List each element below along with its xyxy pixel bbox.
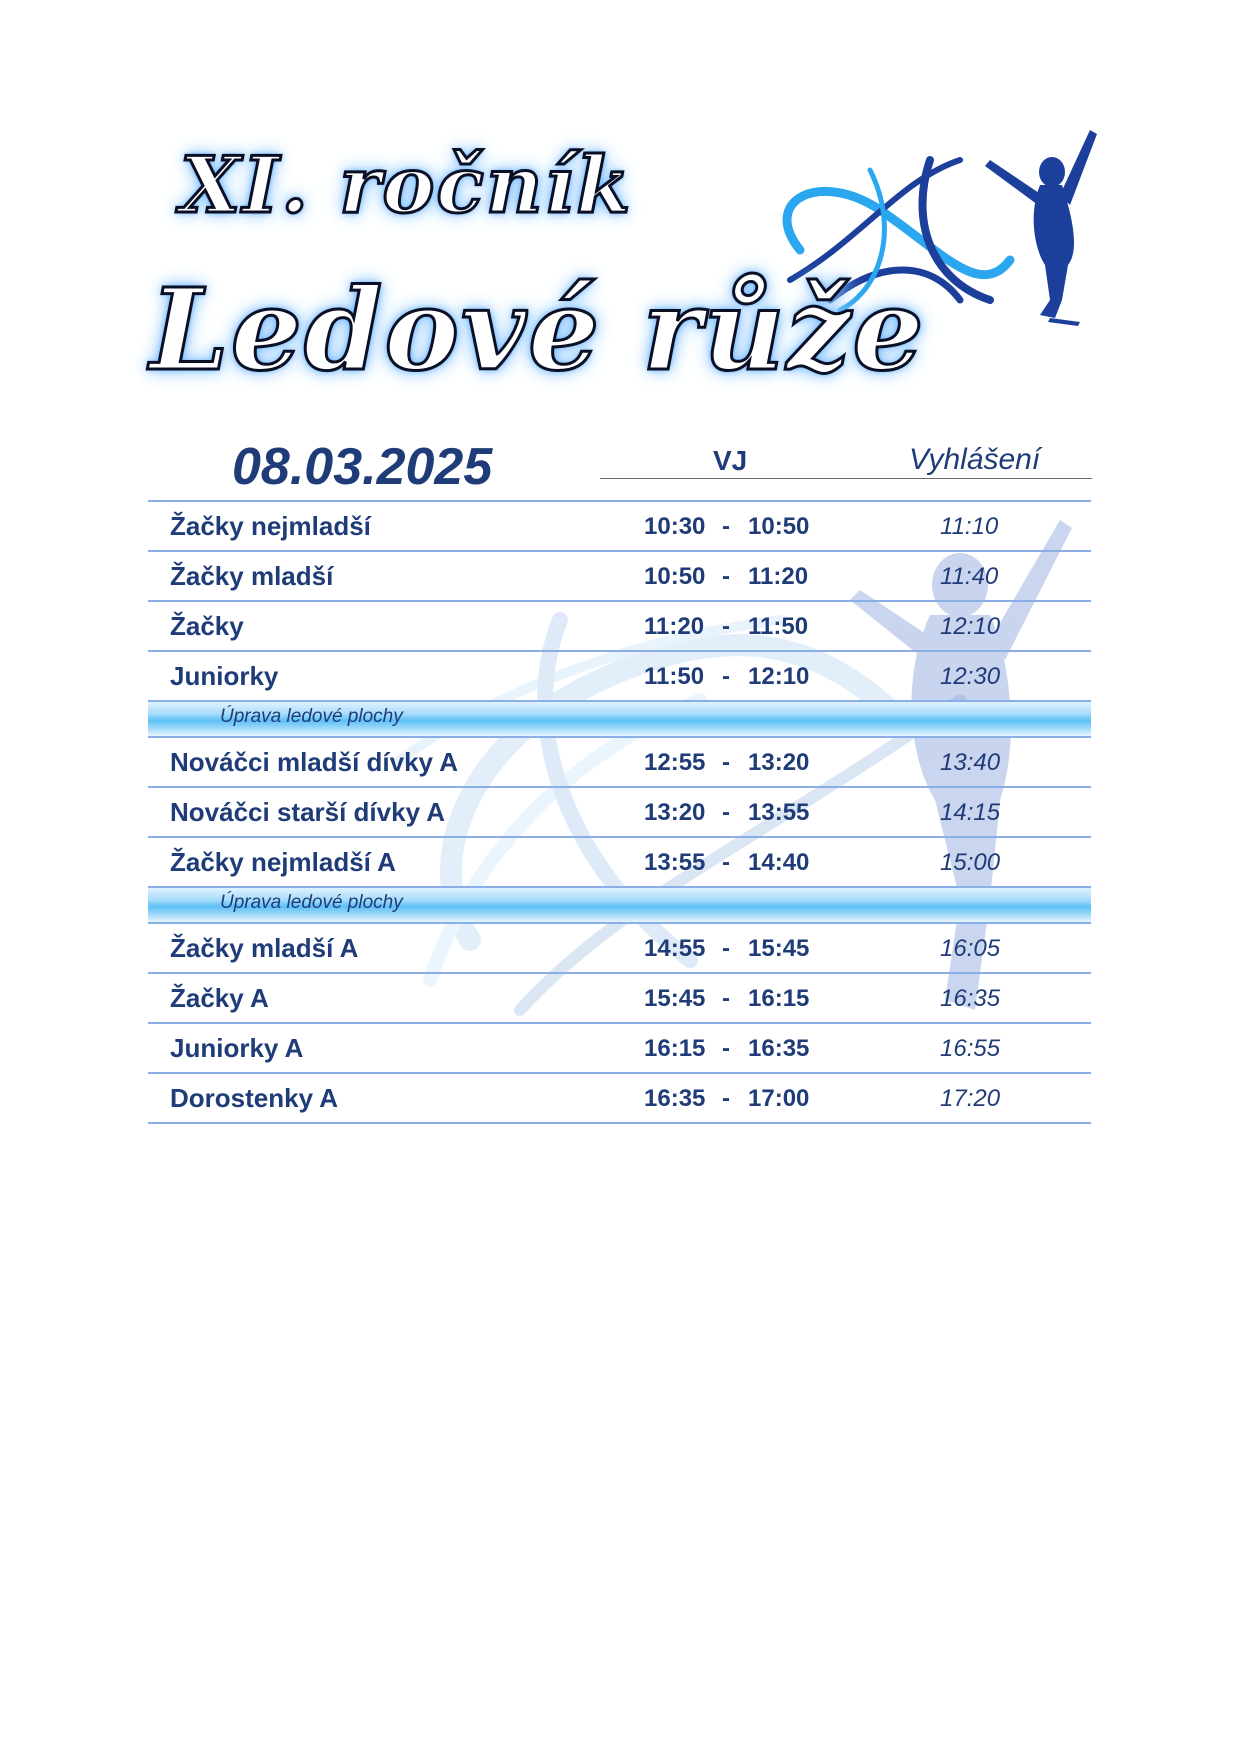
header-divider — [600, 478, 1092, 479]
event-title: Ledové růže — [150, 265, 926, 396]
schedule-row — [148, 1074, 1091, 1124]
time-separator: - — [722, 613, 730, 640]
category-name: Nováčci starší dívky A — [170, 797, 446, 827]
category-name: Žačky nejmladší A — [170, 847, 396, 877]
end-time: 13:20 — [748, 749, 810, 776]
end-time: 11:50 — [748, 613, 809, 640]
start-time: 16:35 — [644, 1085, 706, 1112]
announcement-time: 12:30 — [940, 663, 1001, 690]
time-separator: - — [722, 1085, 730, 1112]
time-separator: - — [722, 749, 730, 776]
announcement-time: 16:55 — [940, 1035, 1001, 1062]
column-header-announcement: Vyhlášení — [909, 443, 1041, 476]
announcement-time: 14:15 — [940, 799, 1001, 826]
time-separator: - — [722, 849, 730, 876]
end-time: 12:10 — [748, 663, 810, 690]
category-name: Žačky mladší A — [170, 933, 359, 963]
end-time: 15:45 — [748, 935, 810, 962]
end-time: 13:55 — [748, 799, 810, 826]
schedule-row — [148, 738, 1091, 788]
start-time: 10:30 — [644, 513, 706, 540]
end-time: 11:20 — [748, 563, 809, 590]
schedule-row — [148, 838, 1091, 888]
announcement-time: 11:10 — [940, 513, 999, 540]
time-separator: - — [722, 563, 730, 590]
time-separator: - — [722, 985, 730, 1012]
end-time: 16:15 — [748, 985, 810, 1012]
start-time: 14:55 — [644, 935, 706, 962]
announcement-time: 11:40 — [940, 563, 999, 590]
category-name: Žačky A — [170, 983, 269, 1013]
start-time: 10:50 — [644, 563, 706, 590]
schedule-row — [148, 788, 1091, 838]
event-date: 08.03.2025 — [232, 438, 493, 496]
start-time: 13:55 — [644, 849, 706, 876]
ice-resurfacing-break — [148, 702, 1091, 738]
time-separator: - — [722, 935, 730, 962]
break-label: Úprava ledové plochy — [220, 892, 403, 913]
start-time: 11:20 — [644, 613, 705, 640]
start-time: 11:50 — [644, 663, 705, 690]
time-separator: - — [722, 799, 730, 826]
announcement-time: 12:10 — [940, 613, 1001, 640]
category-name: Juniorky — [170, 661, 279, 691]
announcement-time: 17:20 — [940, 1085, 1001, 1112]
time-separator: - — [722, 663, 730, 690]
schedule-row — [148, 500, 1091, 552]
announcement-time: 16:05 — [940, 935, 1001, 962]
schedule-row — [148, 1024, 1091, 1074]
category-name: Nováčci mladší dívky A — [170, 747, 459, 777]
skater-silhouette — [985, 130, 1097, 326]
category-name: Žačky mladší — [170, 561, 334, 591]
break-label: Úprava ledové plochy — [220, 706, 403, 727]
announcement-time: 15:00 — [940, 849, 1001, 876]
announcement-time: 16:35 — [940, 985, 1001, 1012]
end-time: 10:50 — [748, 513, 810, 540]
schedule-row — [148, 974, 1091, 1024]
start-time: 13:20 — [644, 799, 706, 826]
schedule-row — [148, 552, 1091, 602]
category-name: Dorostenky A — [170, 1083, 339, 1113]
start-time: 15:45 — [644, 985, 706, 1012]
schedule-row — [148, 924, 1091, 974]
event-logo — [0, 0, 1240, 480]
end-time: 14:40 — [748, 849, 810, 876]
column-header-vj: VJ — [713, 445, 748, 476]
time-separator: - — [722, 513, 730, 540]
edition-title: XI. ročník — [180, 140, 633, 231]
category-name: Juniorky A — [170, 1033, 304, 1063]
end-time: 16:35 — [748, 1035, 810, 1062]
announcement-time: 13:40 — [940, 749, 1001, 776]
time-separator: - — [722, 1035, 730, 1062]
start-time: 12:55 — [644, 749, 706, 776]
ice-resurfacing-break — [148, 888, 1091, 924]
category-name: Žačky — [170, 611, 244, 641]
end-time: 17:00 — [748, 1085, 810, 1112]
schedule-row — [148, 602, 1091, 652]
start-time: 16:15 — [644, 1035, 706, 1062]
category-name: Žačky nejmladší — [170, 511, 371, 541]
schedule-table — [148, 500, 1091, 1124]
schedule-row — [148, 652, 1091, 702]
